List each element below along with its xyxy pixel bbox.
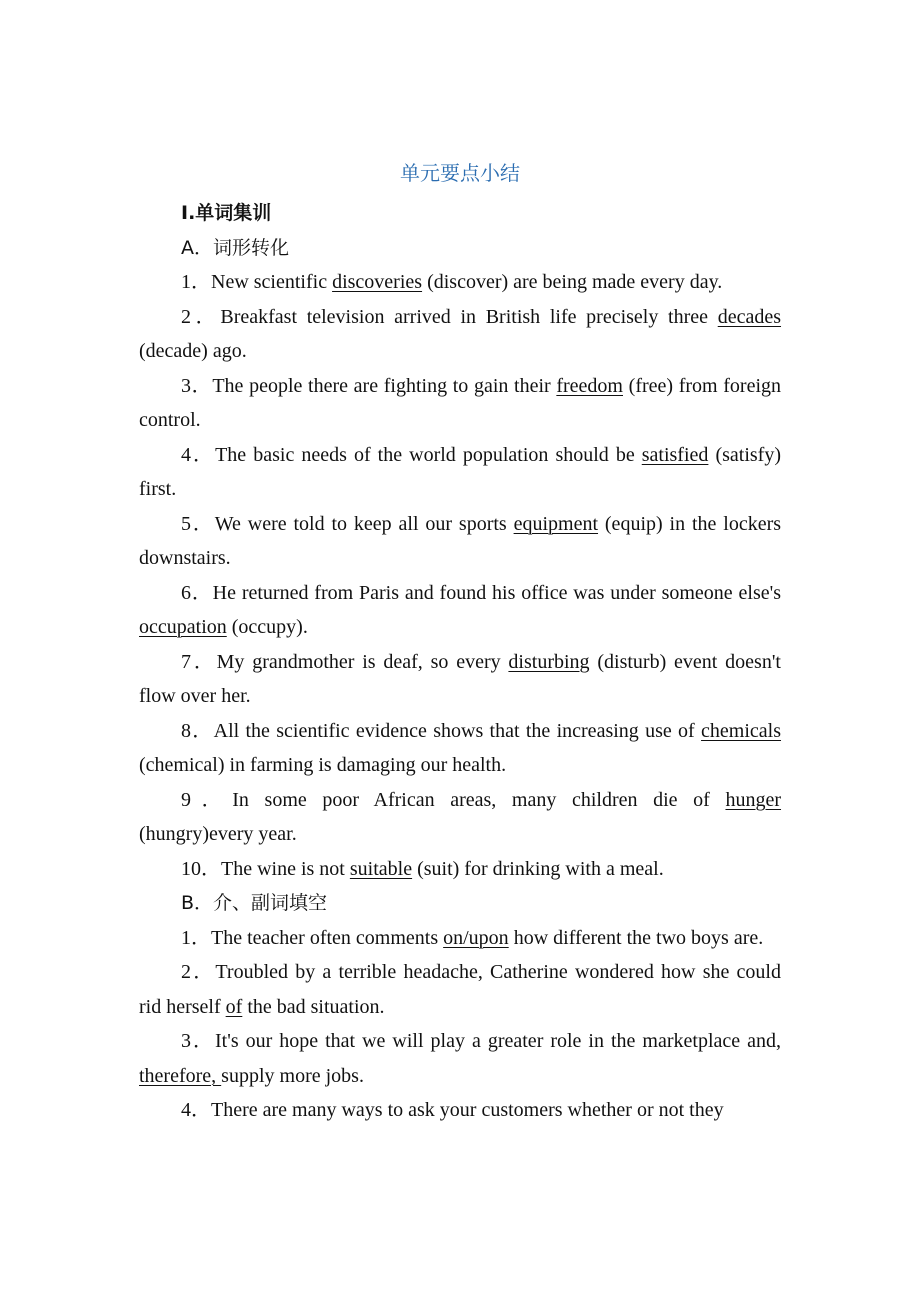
item-text-before: We were told to keep all our sports bbox=[214, 512, 514, 535]
item-text-before: All the scientific evidence shows that the increasing use of bbox=[213, 719, 702, 742]
item-number: 3． bbox=[181, 374, 213, 397]
part-b-heading: B．介、副词填空 bbox=[181, 892, 328, 914]
exercise-item bbox=[139, 300, 781, 369]
item-number: 10． bbox=[181, 857, 221, 880]
answer-underlined: therefore, bbox=[139, 1064, 222, 1087]
exercise-item bbox=[139, 265, 781, 300]
answer-underlined: hunger bbox=[725, 788, 782, 811]
item-number: 2． bbox=[181, 961, 216, 983]
item-text-before: Troubled by a terrible headache, Catherine wondered how she could rid herself bbox=[139, 961, 781, 1018]
answer-underlined: occupation bbox=[139, 616, 227, 638]
item-text-after: (chemical) in farming is damaging our health. bbox=[139, 754, 507, 776]
item-text-before: He returned from Paris and found his office was under someone else's bbox=[212, 581, 781, 604]
item-number: 7． bbox=[181, 650, 217, 673]
item-number: 6． bbox=[181, 581, 213, 604]
item-text-before: The people there are fighting to gain their bbox=[212, 374, 557, 397]
item-text-before: The teacher often comments bbox=[211, 926, 444, 949]
answer-underlined: of bbox=[225, 995, 243, 1018]
document-page bbox=[139, 150, 781, 1128]
item-text-before: The basic needs of the world population should be bbox=[215, 443, 642, 466]
item-number: 5． bbox=[181, 512, 215, 535]
item-text-before: The wine is not bbox=[221, 857, 350, 880]
answer-underlined: on/upon bbox=[443, 926, 509, 949]
item-number: 4． bbox=[181, 1099, 211, 1121]
part-a-list bbox=[139, 265, 781, 886]
item-text-after: (equip) in the lockers downstairs. bbox=[139, 512, 782, 569]
item-number: 9． bbox=[181, 788, 233, 811]
exercise-item bbox=[139, 1024, 781, 1093]
answer-underlined: disturbing bbox=[508, 650, 590, 673]
answer-underlined: decades bbox=[717, 305, 782, 328]
part-a-heading: A．词形转化 bbox=[181, 236, 289, 259]
item-number: 1． bbox=[181, 926, 211, 949]
item-number: 4． bbox=[181, 443, 216, 466]
answer-underlined: suitable bbox=[349, 857, 413, 880]
item-text-after: (decade) ago. bbox=[139, 340, 247, 362]
item-text-before: Breakfast television arrived in British life precisely three bbox=[220, 305, 718, 328]
item-number: 8． bbox=[181, 719, 214, 742]
exercise-item bbox=[139, 714, 781, 783]
answer-underlined: satisfied bbox=[641, 443, 709, 466]
exercise-item bbox=[139, 507, 781, 576]
exercise-item bbox=[139, 852, 781, 887]
part-b-list bbox=[139, 921, 781, 1128]
item-text-after: (suit) for drinking with a meal. bbox=[412, 857, 664, 880]
item-text-before: New scientific bbox=[211, 271, 333, 293]
exercise-item bbox=[139, 369, 781, 438]
exercise-item bbox=[139, 1093, 781, 1128]
item-text-after: how different the two boys are. bbox=[508, 926, 764, 949]
item-text-before: There are many ways to ask your customers whether or not they bbox=[211, 1099, 724, 1121]
item-text-after: (occupy). bbox=[226, 616, 308, 638]
item-text-after: supply more jobs. bbox=[221, 1064, 364, 1087]
section-heading: Ⅰ.单词集训 bbox=[181, 202, 272, 224]
answer-underlined: discoveries bbox=[332, 271, 423, 293]
exercise-item bbox=[139, 783, 781, 852]
answer-underlined: freedom bbox=[556, 374, 623, 397]
item-number: 2． bbox=[181, 305, 221, 328]
item-text-after: (disturb) event doesn't flow over her. bbox=[139, 650, 781, 707]
item-text-before: In some poor African areas, many children die of bbox=[232, 788, 726, 811]
page-title: 单元要点小结 bbox=[400, 161, 520, 185]
item-text-after: (discover) are being made every day. bbox=[422, 271, 723, 293]
exercise-item bbox=[139, 921, 781, 956]
item-number: 1． bbox=[181, 271, 211, 293]
item-number: 3． bbox=[181, 1030, 215, 1052]
exercise-item bbox=[139, 576, 781, 645]
item-text-after: (satisfy) first. bbox=[139, 443, 781, 500]
exercise-item bbox=[139, 438, 781, 507]
exercise-item bbox=[139, 955, 781, 1024]
exercise-item bbox=[139, 645, 781, 714]
item-text-before: It's our hope that we will play a greater role in the marketplace and, bbox=[215, 1030, 782, 1052]
item-text-after: (hungry)every year. bbox=[139, 823, 297, 845]
answer-underlined: chemicals bbox=[701, 719, 782, 742]
answer-underlined: equipment bbox=[513, 512, 599, 535]
item-text-after: the bad situation. bbox=[242, 995, 385, 1018]
item-text-after: (free) from foreign control. bbox=[139, 374, 782, 431]
item-text-before: My grandmother is deaf, so every bbox=[216, 650, 509, 673]
